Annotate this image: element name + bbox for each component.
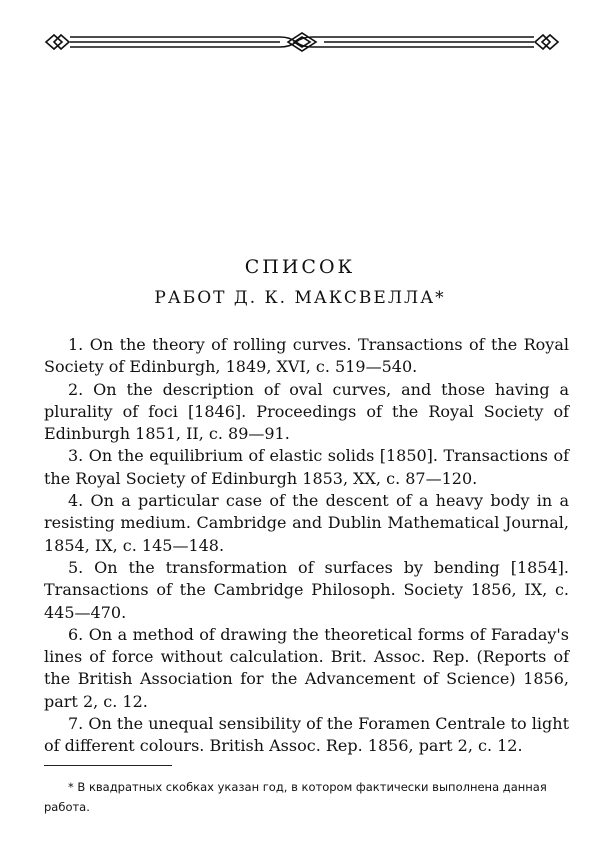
work-item-1: 1. On the theory of rolling curves. Transactions of the Royal Society of Edinburgh, 1849, XVI, с. 519—540. [44, 335, 569, 377]
header-ornament [44, 32, 560, 52]
work-item-6: 6. On a method of drawing the theoretical forms of Faraday's lines of force without calculation. Brit. Assoc. Rep. (Reports of the British Association for the Advancement of Science) 1856, part 2, с. 12. [44, 624, 569, 711]
works-list [44, 334, 569, 758]
work-item-2: 2. On the description of oval curves, and those having a plurality of foci [1846]. Proceedings of the Royal Society of Edinburgh 1851, II, с. 89—91. [44, 379, 569, 444]
work-item-5: 5. On the transformation of surfaces by bending [1854]. Transactions of the Cambridge Philosoph. Society 1856, IX, с. 445—470. [44, 557, 569, 622]
footnote: * В квадратных скобках указан год, в котором фактически выполнена данная работа. [44, 780, 547, 814]
page-title: СПИСОК [244, 256, 356, 278]
work-item-4: 4. On a particular case of the descent of a heavy body in a resisting medium. Cambridge and Dublin Mathematical Journal, 1854, IX, с. 145—148. [44, 491, 569, 555]
footnote-divider [44, 765, 172, 766]
work-item-3: 3. On the equilibrium of elastic solids [1850]. Transactions of the Royal Society of Edinburgh 1853, XX, с. 87—120. [44, 446, 569, 488]
work-item-7: 7. On the unequal sensibility of the Foramen Centrale to light of different colours. British Assoc. Rep. 1856, part 2, с. 12. [44, 714, 569, 756]
page-subtitle: РАБОТ Д. К. МАКСВЕЛЛА* [154, 288, 446, 308]
